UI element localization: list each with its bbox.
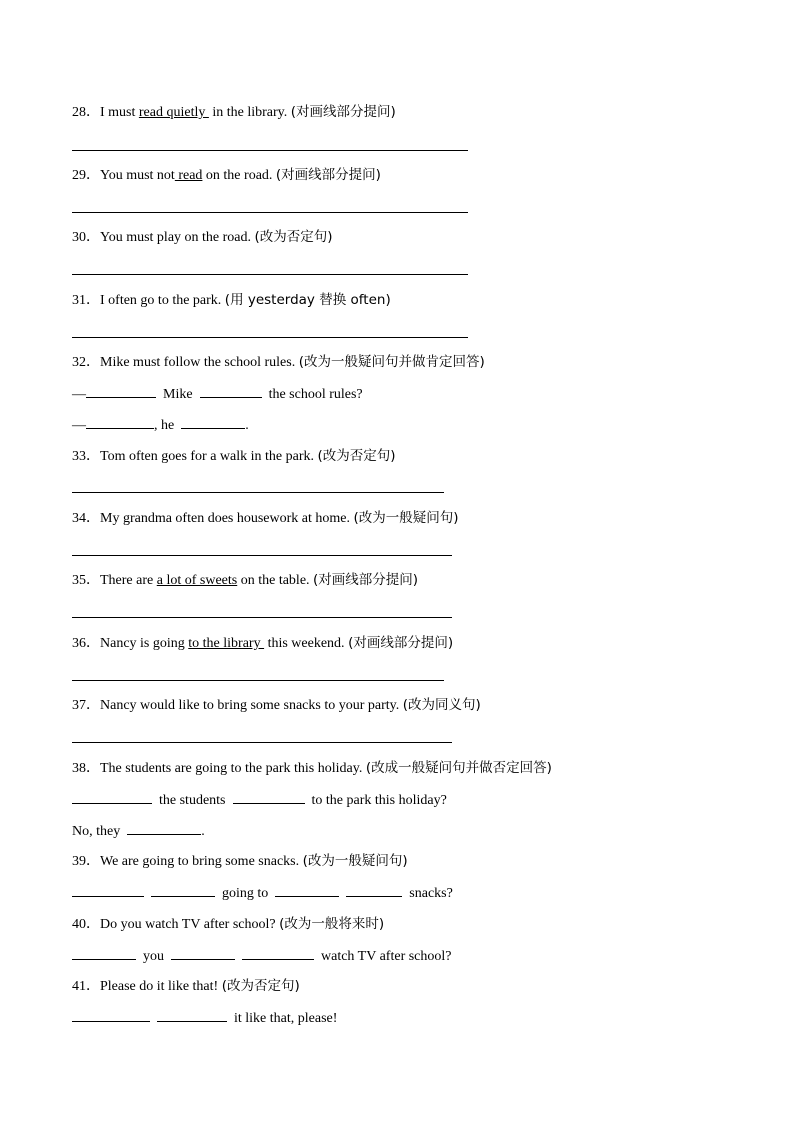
fill-text: .	[201, 824, 205, 839]
question-34	[72, 509, 459, 528]
instruction-note: (对画线部分提问)	[348, 635, 454, 651]
fill-text	[339, 886, 346, 901]
answer-blank[interactable]	[86, 384, 156, 398]
fill-text: watch TV after school?	[314, 949, 452, 964]
instruction-note: (改成一般疑问句并做否定回答)	[365, 760, 552, 776]
question-text: Nancy is going	[100, 636, 189, 651]
question-38	[72, 759, 552, 778]
fill-text: snacks?	[402, 886, 453, 901]
fill-in-line	[72, 1008, 337, 1028]
instruction-note: (改为一般疑问句并做肯定回答)	[298, 354, 485, 370]
answer-blank[interactable]	[127, 821, 201, 835]
question-text: Tom often goes for a walk in the park.	[100, 449, 315, 464]
question-31	[72, 291, 391, 310]
fill-text: , he	[154, 418, 182, 433]
instruction-note: (改为否定句)	[317, 448, 396, 464]
question-number: 38．	[72, 761, 100, 776]
fill-in-line	[72, 883, 453, 903]
question-33	[72, 447, 396, 466]
question-number: 30．	[72, 230, 100, 245]
question-number: 33．	[72, 449, 100, 464]
answer-blank[interactable]	[200, 384, 262, 398]
answer-line[interactable]	[72, 492, 444, 493]
answer-blank[interactable]	[242, 946, 314, 960]
answer-line[interactable]	[72, 212, 468, 213]
question-text: You must not	[100, 168, 175, 183]
question-text: Nancy would like to bring some snacks to your party.	[100, 698, 400, 713]
answer-blank[interactable]	[86, 415, 154, 429]
question-text: on the table.	[237, 573, 310, 588]
question-39	[72, 852, 408, 871]
instruction-note: (改为一般将来时)	[279, 916, 385, 932]
question-36	[72, 634, 453, 653]
answer-blank[interactable]	[233, 790, 305, 804]
question-number: 32．	[72, 355, 100, 370]
answer-line[interactable]	[72, 555, 452, 556]
instruction-note: (改为一般疑问句)	[353, 510, 459, 526]
question-number: 36．	[72, 636, 100, 651]
answer-blank[interactable]	[72, 1008, 150, 1022]
question-text: in the library.	[208, 105, 288, 120]
question-number: 41．	[72, 979, 100, 994]
instruction-note: (用 yesterday 替换 often)	[224, 292, 391, 308]
question-number: 28．	[72, 105, 100, 120]
fill-in-line	[72, 415, 249, 435]
underlined-text: read	[174, 168, 203, 183]
answer-blank[interactable]	[151, 883, 215, 897]
answer-blank[interactable]	[72, 790, 152, 804]
fill-text	[150, 1011, 157, 1026]
underlined-text: to the library	[188, 636, 265, 651]
question-number: 29．	[72, 168, 100, 183]
question-text: My grandma often does housework at home.	[100, 511, 350, 526]
instruction-note: (对画线部分提问)	[275, 167, 381, 183]
fill-in-line	[72, 821, 205, 841]
answer-blank[interactable]	[157, 1008, 227, 1022]
answer-line[interactable]	[72, 274, 468, 275]
fill-text: to the park this holiday?	[304, 793, 447, 808]
fill-text: the students	[152, 793, 233, 808]
question-41	[72, 977, 300, 996]
instruction-note: (改为否定句)	[254, 229, 333, 245]
fill-in-line	[72, 384, 363, 404]
question-text: Mike must follow the school rules.	[100, 355, 296, 370]
fill-text	[235, 949, 242, 964]
question-37	[72, 696, 481, 715]
answer-blank[interactable]	[72, 946, 136, 960]
question-40	[72, 915, 384, 934]
question-text: this weekend.	[264, 636, 345, 651]
question-number: 40．	[72, 917, 100, 932]
question-29	[72, 166, 381, 185]
instruction-note: (对画线部分提问)	[290, 104, 396, 120]
fill-text: you	[136, 949, 171, 964]
question-number: 35．	[72, 573, 100, 588]
instruction-note: (改为同义句)	[402, 697, 481, 713]
answer-blank[interactable]	[346, 883, 402, 897]
instruction-note: (改为一般疑问句)	[302, 853, 408, 869]
fill-text: .	[245, 418, 249, 433]
fill-text: Mike	[156, 387, 200, 402]
question-35	[72, 571, 418, 590]
question-text: I must	[100, 105, 139, 120]
fill-in-line	[72, 790, 447, 810]
fill-text: No, they	[72, 824, 128, 839]
underlined-text: read quietly	[138, 105, 209, 120]
fill-text: it like that, please!	[227, 1011, 338, 1026]
question-30	[72, 228, 333, 247]
answer-line[interactable]	[72, 150, 468, 151]
question-text: We are going to bring some snacks.	[100, 854, 300, 869]
answer-line[interactable]	[72, 742, 452, 743]
question-number: 39．	[72, 854, 100, 869]
question-text: I often go to the park.	[100, 293, 222, 308]
fill-text: the school rules?	[261, 387, 363, 402]
answer-line[interactable]	[72, 680, 444, 681]
question-number: 34．	[72, 511, 100, 526]
question-text: Please do it like that!	[100, 979, 219, 994]
underlined-text: a lot of sweets	[156, 573, 238, 588]
question-text: There are	[100, 573, 157, 588]
instruction-note: (对画线部分提问)	[313, 572, 419, 588]
answer-blank[interactable]	[181, 415, 245, 429]
fill-text: —	[72, 418, 86, 433]
question-text: on the road.	[202, 168, 273, 183]
question-text: You must play on the road.	[100, 230, 252, 245]
answer-line[interactable]	[72, 617, 452, 618]
question-32	[72, 353, 485, 372]
question-text: The students are going to the park this holiday.	[100, 761, 363, 776]
fill-text: going to	[215, 886, 276, 901]
question-28	[72, 103, 396, 122]
answer-line[interactable]	[72, 337, 468, 338]
instruction-note: (改为否定句)	[221, 978, 300, 994]
answer-blank[interactable]	[72, 883, 144, 897]
fill-text	[144, 886, 151, 901]
fill-text: —	[72, 387, 86, 402]
fill-in-line	[72, 946, 452, 966]
question-number: 31．	[72, 293, 100, 308]
question-text: Do you watch TV after school?	[100, 917, 276, 932]
answer-blank[interactable]	[275, 883, 339, 897]
question-number: 37．	[72, 698, 100, 713]
answer-blank[interactable]	[171, 946, 235, 960]
